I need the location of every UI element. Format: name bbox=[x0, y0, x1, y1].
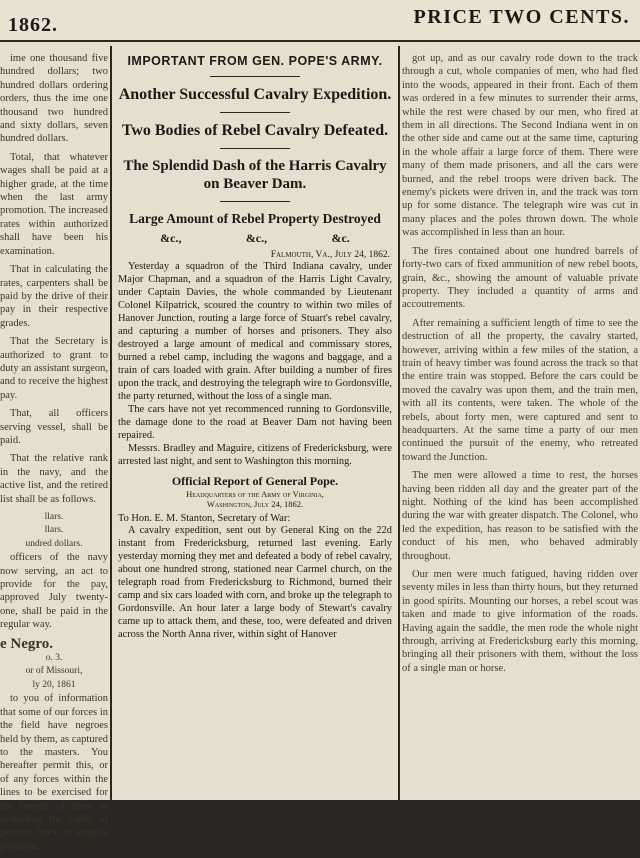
report-paragraph: A cavalry expedition, sent out by General King on the 22d instant from Fredericksburg, returned last evening. Early yesterday morning they met and defeated a body of rebel cavalry, about one hundred strong, stationed near Carmel church, on the telegraph road from Fredericksburg to Richmond, burned their camp and six cars loaded with corn, and broke up the telegraph to Gordonsville. An hour later a large body of Stewart's cavalry came up to attack them, and these, too, were defeated and driven across the North Anna river, within sight of Hanover bbox=[118, 525, 392, 640]
masthead bbox=[0, 0, 640, 42]
pay-line: llars. bbox=[44, 512, 64, 522]
left-paragraph: That in calculating the rates, carpenters shall be paid by the drive of their pay in their respective grades. bbox=[0, 264, 108, 329]
right-paragraph: After remaining a sufficient length of time to see the destruction of all the property, the cavalry started, however, arriving within a few miles of the station, a train of heavy timber was found across the track so that the entire train was stopped. Before the cars could be moved the cavalry was upon them, and the train men, with all its contents, were taken. The whole of the rebels, about forty men, were captured and sent to headquarters. At the same time a party of our men continued the pursuit of the enemy, who retreated toward the Junction. bbox=[402, 317, 638, 463]
negro-meta: o. 3. bbox=[45, 653, 63, 664]
right-paragraph: got up, and as our cavalry rode down to the track through a cut, whole companies of men, who had fled into the woods, appeared in their front. Each of them was ordered in a few minutes to surrender their arms, while the rest were chased by our men, who fired at them in all directions. The Second Indiana went in on the other side and came out at the same time, capturing in the whole affair a large force of them. There were many of them made prisoners, and all the cars were burned, and the rebel troops were driven back. The enemy's pickets were driven in, and the track was torn up for some distance. The telegraph wire was cut in many places and the poles thrown down. The whole was accomplished in less than an hour. bbox=[402, 53, 638, 239]
article-paragraph: Yesterday a squadron of the Third Indiana cavalry, under Major Chapman, and a squadron of the Harris Light Cavalry, under Captain Davies, the whole commanded by Lieutenant Colonel Kilpatrick, scoured the country to within two miles of Hanover Junction, routing a large force of Stuart's rebel cavalry, and capturing a number of horses and prisoners. They also destroyed a large amount of medical and commissary stores, burned a rebel camp, including the wagons and baggage, and a train of cars loaded with grain. After building a number of fires upon the track, and destroying the telegraph wire to Gordonsville, the party returned, without the loss of a single man. bbox=[118, 261, 392, 402]
report-headquarters: Washington, July 24, 1862. bbox=[206, 499, 304, 509]
headline-divider bbox=[220, 112, 290, 113]
right-paragraph: The fires contained about one hundred barrels of forty-two cars of fixed ammunition of new rebel boots, grain, &c., showing the amount of valuable private property. They included a quantity of arms and accoutrements. bbox=[402, 245, 638, 311]
main-article bbox=[114, 50, 396, 641]
masthead-price: PRICE TWO CENTS. bbox=[413, 6, 630, 28]
left-paragraph: That the relative rank in the navy, and the active list, and the retired list shall be as follows. bbox=[0, 453, 108, 505]
report-body bbox=[118, 524, 392, 641]
headline-3: The Splendid Dash of the Harris Cavalry on Beaver Dam. bbox=[123, 158, 387, 192]
left-paragraph: Total, that whatever wages shall be paid at a higher grade, at the time when the last army promotion. The increased rates within authorized shall have been his examination. bbox=[0, 151, 108, 257]
article-kicker: IMPORTANT FROM GEN. POPE'S ARMY. bbox=[127, 54, 383, 68]
headline-divider bbox=[210, 76, 300, 77]
left-paragraph: That, all officers serving vessel, shall be paid. bbox=[0, 408, 108, 446]
article-body bbox=[118, 260, 392, 468]
headline-4: Large Amount of Rebel Property Destroyed bbox=[129, 211, 381, 226]
headline-divider bbox=[220, 148, 290, 149]
right-paragraph: The men were allowed a time to rest, the horses having been ridden all day and the greater part of the night. Nothing of the kind has been accomplished during the war with greater dispatch. The Colonel, who led the expedition, has reason to be satisfied with the conduct of his men, who behaved admirably throughout. bbox=[402, 470, 638, 562]
left-paragraph: to you of information that some of our forces in the field have negroes held by them, as captured to the masters. You hereafter permit this, or of any forces within the lines to be exercised for the benefit of them in protecting the rights of persons lines, to employ positions. bbox=[0, 693, 108, 852]
right-column bbox=[402, 52, 638, 680]
report-headquarters: Headquarters of the Army of Virginia, bbox=[186, 489, 324, 499]
article-paragraph: The cars have not yet recommenced running to Gordonsville, the damage done to the road at Beaver Dam not having been repaired. bbox=[118, 404, 392, 441]
negro-heading: e Negro. bbox=[0, 635, 54, 652]
etc-mark: &c., bbox=[160, 231, 182, 245]
left-paragraph: ime one thousand five hundred dollars; two hundred dollars ordering orders, thus the ime one thousand two hundred and sixty dollars, seven hundred dollars. bbox=[0, 53, 108, 145]
etc-mark: &c. bbox=[331, 231, 350, 245]
negro-meta: or of Missouri, bbox=[25, 666, 83, 677]
left-paragraph: officers of the navy now serving, an act to provide for the pay, approved July twenty-one, shall be paid in the regular way. bbox=[0, 552, 108, 631]
dateline: Falmouth, Va., July 24, 1862. bbox=[270, 250, 390, 260]
headline-2: Two Bodies of Rebel Cavalry Defeated. bbox=[121, 122, 389, 139]
report-addressee: To Hon. E. M. Stanton, Secretary of War: bbox=[118, 513, 291, 524]
pay-line: undred dollars. bbox=[25, 538, 83, 549]
headline-1: Another Successful Cavalry Expedition. bbox=[118, 86, 392, 103]
headline-divider bbox=[220, 201, 290, 202]
negro-meta: ly 20, 1861 bbox=[32, 679, 76, 690]
pay-line: llars. bbox=[44, 525, 64, 536]
column-rule-left bbox=[110, 46, 112, 800]
article-paragraph: Messrs. Bradley and Maguire, citizens of Fredericksburg, were arrested last night, and sent to Washington this morning. bbox=[118, 443, 392, 467]
right-paragraph: Our men were much fatigued, having ridden over seventy miles in less than thirty hours, but they returned in good spirits. Mounting our horses, a rebel scout was taken and made to give information of the roads. Having again the saddle, the men rode the whole night through, arriving at Fredericksburg early this morning, bringing all their prisoners with them, without the loss of a single man or horse. bbox=[402, 569, 638, 674]
column-rule-right bbox=[398, 46, 400, 800]
left-paragraph: That the Secretary is authorized to grant to duty an assistant surgeon, and to receive the highest pay. bbox=[0, 336, 108, 401]
masthead-year: 1862. bbox=[8, 14, 58, 36]
etc-row bbox=[128, 231, 382, 246]
report-heading: Official Report of General Pope. bbox=[171, 474, 339, 488]
etc-mark: &c., bbox=[245, 231, 268, 245]
left-column bbox=[0, 52, 108, 858]
